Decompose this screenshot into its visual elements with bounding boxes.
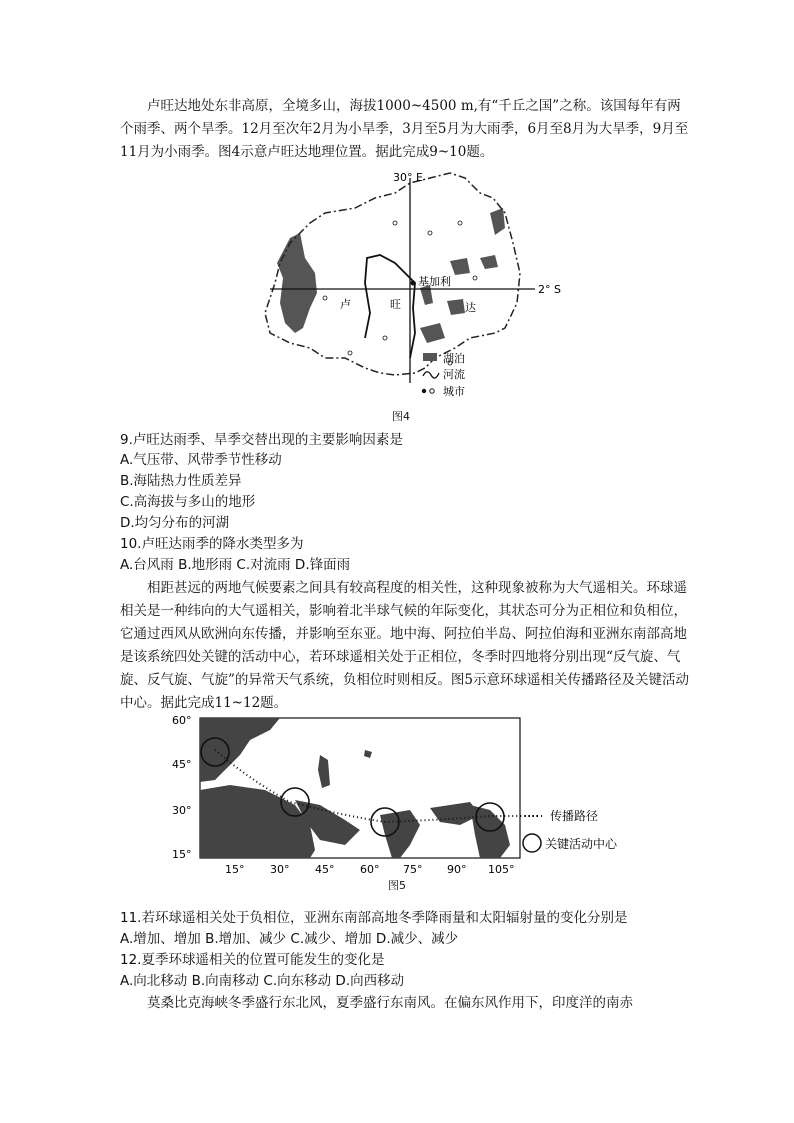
lon-tick: 45°: [315, 863, 335, 876]
city-kigali-label: 基加利: [418, 275, 451, 288]
capital-kigali: [411, 281, 416, 286]
q9-option-d: D.均匀分布的河湖: [120, 515, 230, 531]
q9-option-a: A.气压带、风带季节性移动: [120, 452, 282, 468]
name-lu: 卢: [340, 298, 351, 311]
city: [458, 221, 462, 225]
lon-tick: 15°: [225, 863, 245, 876]
lat-tick: 60°: [172, 714, 192, 727]
name-wang: 旺: [390, 298, 401, 311]
figure-4-caption: 图4: [392, 410, 410, 423]
lake-kivu: [277, 233, 317, 333]
legend-river: 河流: [443, 368, 465, 381]
lon-tick: 60°: [360, 863, 380, 876]
lon-tick: 105°: [488, 863, 515, 876]
city: [428, 231, 432, 235]
passage-mozambique: 莫桑比克海峡冬季盛行东北风，夏季盛行东南风。在偏东风作用下，印度洋的南赤: [147, 995, 633, 1011]
lat-tick: 30°: [172, 804, 192, 817]
lon-tick: 90°: [447, 863, 467, 876]
lake-east-2: [450, 258, 470, 275]
figure-4-map: [255, 163, 561, 403]
lake-center: [447, 299, 465, 315]
lon-label: 30° E: [393, 171, 423, 184]
passage-teleconnection: 相距甚远的两地气候要素之间具有较高程度的相关性，这种现象被称为大气遥相关。环球遥相关是一种纬向的大气遥相关，影响着北半球气候的年际变化，其状态可分为正相位和负相位，它通过西风从欧洲向东传播，并影响至东亚。地中海、阿拉伯半岛、阿拉伯海和亚洲东南部高地是该系统四处关键的活动中心，若环球遥相关处于正相位，冬季时四地将分别出现“反气旋、气旋、反气旋、气旋”的异常天气系统，负相位时则相反。图5示意环球遥相关传播路径及关键活动中心。据此完成11~12题。: [120, 580, 689, 711]
q9-option-c: C.高海拔与多山的地形: [120, 494, 256, 510]
legend-city: 城市: [443, 385, 465, 398]
name-da: 达: [465, 301, 476, 314]
q11-stem: 11.若环球遥相关处于负相位，亚洲东南部高地冬季降雨量和太阳辐射量的变化分别是: [120, 910, 628, 926]
city: [383, 336, 387, 340]
q12-options: A.向北移动 B.向南移动 C.向东移动 D.向西移动: [120, 973, 405, 989]
lon-tick: 75°: [403, 863, 423, 876]
passage-rwanda: 卢旺达地处东非高原，全境多山，海拔1000~4500 m,有“千丘之国”之称。该国每年有两个雨季、两个旱季。12月至次年2月为小旱季，3月至5月为大雨季，6月至8月为大旱季，9月至11月为小雨季。图4示意卢旺达地理位置。据此完成9~10题。: [120, 98, 689, 160]
legend-center-swatch: [523, 834, 541, 852]
q10-stem: 10.卢旺达雨季的降水类型多为: [120, 536, 304, 552]
lat-tick: 15°: [172, 848, 192, 861]
legend-path: 传播路径: [550, 809, 599, 823]
city: [323, 296, 327, 300]
lat-tick: 45°: [172, 758, 192, 771]
lake-south: [420, 323, 445, 343]
q9-option-b: B.海陆热力性质差异: [120, 473, 242, 489]
lat-label: 2° S: [538, 283, 561, 296]
q12-stem: 12.夏季环球遥相关的位置可能发生的变化是: [120, 952, 385, 968]
figure-5-caption: 图5: [388, 879, 406, 892]
legend-river-swatch: [423, 372, 439, 378]
lake-small: [420, 285, 433, 305]
city: [348, 351, 352, 355]
lon-tick: 30°: [270, 863, 290, 876]
city: [393, 221, 397, 225]
city: [473, 276, 477, 280]
legend-lake: 湖泊: [443, 352, 465, 365]
q9-stem: 9.卢旺达雨季、旱季交替出现的主要影响因素是: [120, 432, 403, 448]
legend-lake-swatch: [423, 353, 437, 361]
q10-options: A.台风雨 B.地形雨 C.对流雨 D.锋面雨: [120, 557, 351, 573]
q11-options: A.增加、增加 B.增加、减少 C.减少、增加 D.减少、减少: [120, 931, 459, 947]
lake-east-1: [490, 208, 505, 235]
figure-5-map: [170, 710, 640, 880]
legend-center: 关键活动中心: [545, 837, 618, 851]
lake-east-3: [480, 255, 498, 269]
